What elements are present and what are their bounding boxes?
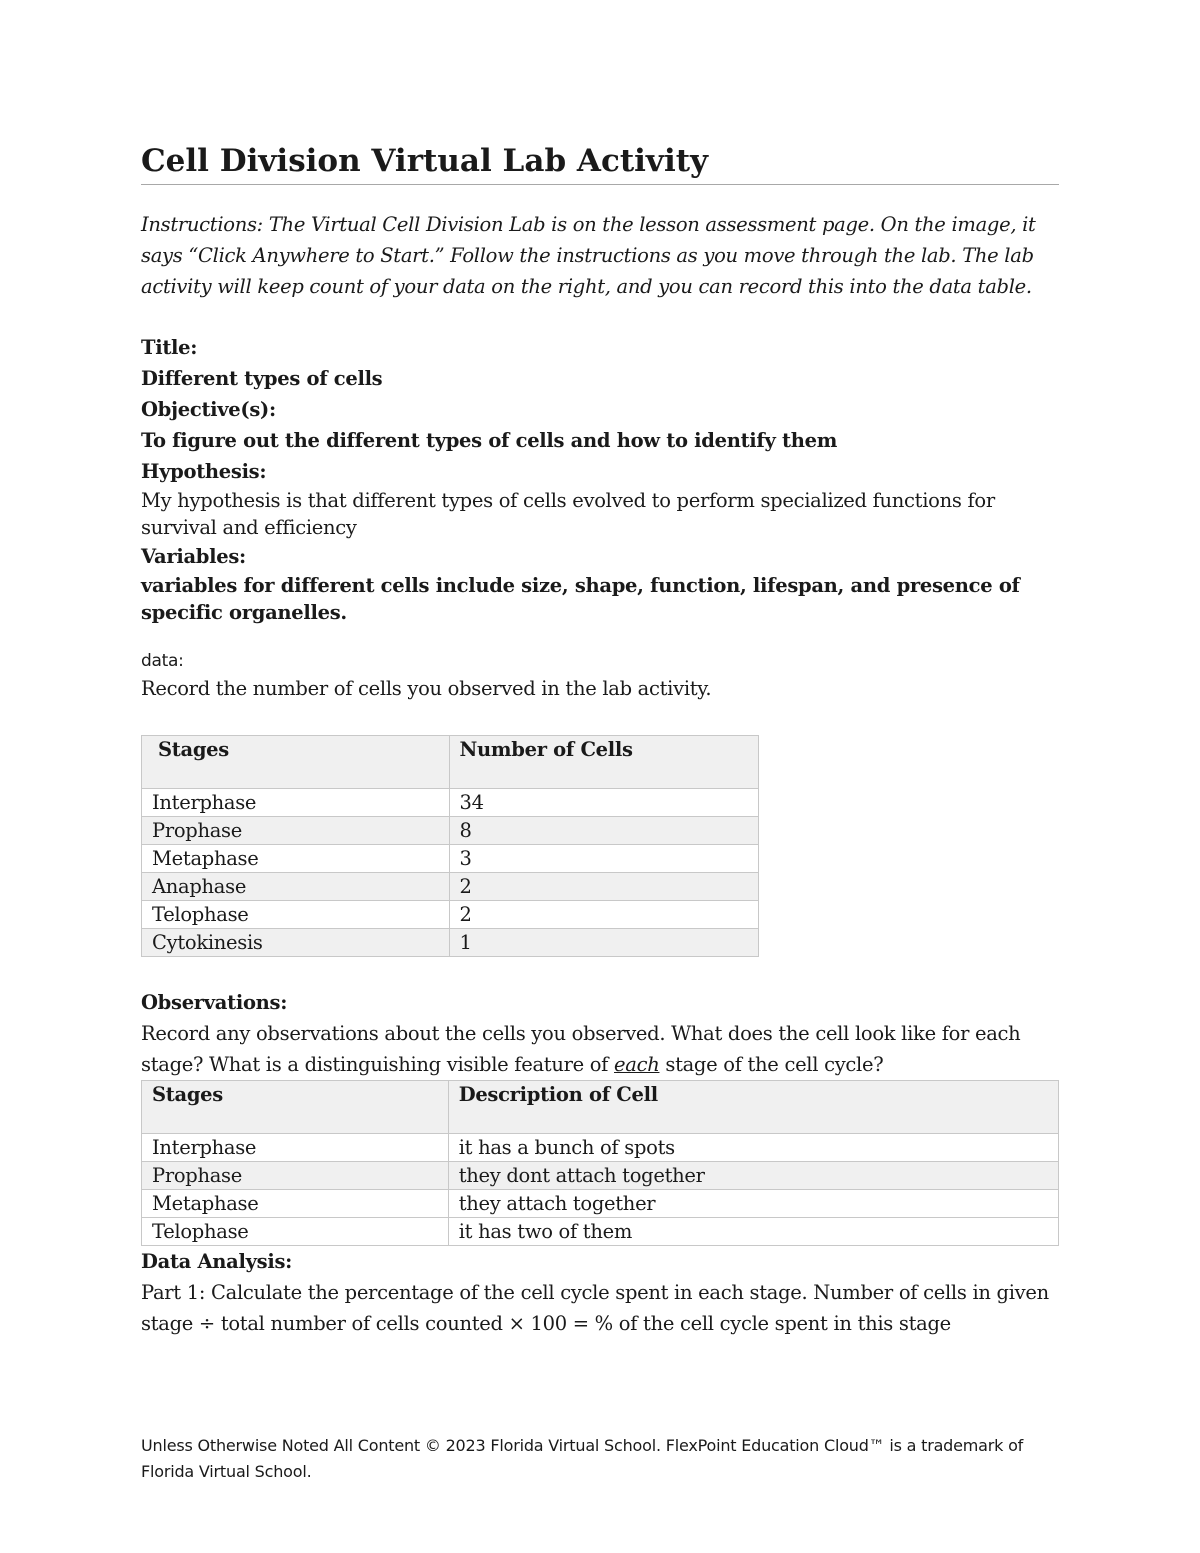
count-cell: 8	[449, 817, 758, 845]
data-label: data:	[141, 651, 184, 671]
header-number-of-cells: Number of Cells	[449, 736, 758, 789]
stage-cell: Cytokinesis	[142, 929, 450, 957]
page-title: Cell Division Virtual Lab Activity	[141, 140, 1059, 185]
stage-cell: Telophase	[142, 901, 450, 929]
instructions-text: Instructions: The Virtual Cell Division Lab is on the lesson assessment page. On the image, it says “Click Anywhere to Start.” Follow the instructions as you move through the lab. The lab activity will keep count of your data on the right, and you can record this into the data table.	[141, 213, 1036, 298]
stage-cell: Metaphase	[142, 1190, 449, 1218]
header-stages: Stages	[142, 736, 450, 789]
table-row	[142, 789, 759, 817]
table-row	[142, 929, 759, 957]
cell-description-table	[141, 1080, 1059, 1246]
header-stages: Stages	[142, 1081, 449, 1134]
variables-value: variables for different cells include size, shape, function, lifespan, and presence of specific organelles.	[141, 574, 1020, 624]
title-value: Different types of cells	[141, 367, 383, 390]
stage-cell: Telophase	[142, 1218, 449, 1246]
data-analysis-label: Data Analysis:	[141, 1250, 293, 1273]
document-page	[141, 140, 1059, 1339]
count-cell: 34	[449, 789, 758, 817]
count-cell: 2	[449, 873, 758, 901]
description-cell: it has two of them	[448, 1218, 1058, 1246]
stage-cell: Interphase	[142, 1134, 449, 1162]
table-row	[142, 845, 759, 873]
data-prompt: Record the number of cells you observed in the lab activity.	[141, 677, 712, 700]
table-header-row	[142, 736, 759, 789]
description-cell: they attach together	[448, 1190, 1058, 1218]
description-cell: it has a bunch of spots	[448, 1134, 1058, 1162]
observations-prompt	[141, 1018, 1059, 1080]
variables-label: Variables:	[141, 545, 246, 568]
observations-emphasis: each	[614, 1053, 660, 1076]
stage-cell: Prophase	[142, 1162, 449, 1190]
objective-label: Objective(s):	[141, 398, 276, 421]
table-row	[142, 873, 759, 901]
footer-copyright: Unless Otherwise Noted All Content © 2023 Florida Virtual School. FlexPoint Education Cloud™ is a trademark of Florida Virtual School.	[141, 1436, 1024, 1481]
table-header-row	[142, 1081, 1059, 1134]
data-analysis-part1: Part 1: Calculate the percentage of the cell cycle spent in each stage. Number of cells in given stage ÷ total number of cells counted × 100 = % of the cell cycle spent in this stage	[141, 1281, 1049, 1335]
objective-value: To figure out the different types of cells and how to identify them	[141, 429, 838, 452]
table-row	[142, 1134, 1059, 1162]
hypothesis-value: My hypothesis is that different types of cells evolved to perform specialized functions for survival and efficiency	[141, 489, 995, 539]
table-row	[142, 1190, 1059, 1218]
observations-label: Observations:	[141, 991, 288, 1014]
hypothesis-label: Hypothesis:	[141, 460, 267, 483]
table-row	[142, 817, 759, 845]
count-cell: 1	[449, 929, 758, 957]
stage-cell: Interphase	[142, 789, 450, 817]
title-label: Title:	[141, 336, 198, 359]
stage-cell: Metaphase	[142, 845, 450, 873]
table-row	[142, 901, 759, 929]
stage-cell: Prophase	[142, 817, 450, 845]
count-cell: 2	[449, 901, 758, 929]
header-description: Description of Cell	[448, 1081, 1058, 1134]
table-row	[142, 1162, 1059, 1190]
description-cell: they dont attach together	[448, 1162, 1058, 1190]
observations-prompt-start: Record any observations about the cells you observed. What does the cell look like for each stage? What is a distinguishing visible feature of	[141, 1022, 1021, 1076]
table-row	[142, 1218, 1059, 1246]
observations-prompt-end: stage of the cell cycle?	[659, 1053, 884, 1076]
cell-count-table	[141, 735, 759, 957]
stage-cell: Anaphase	[142, 873, 450, 901]
count-cell: 3	[449, 845, 758, 873]
